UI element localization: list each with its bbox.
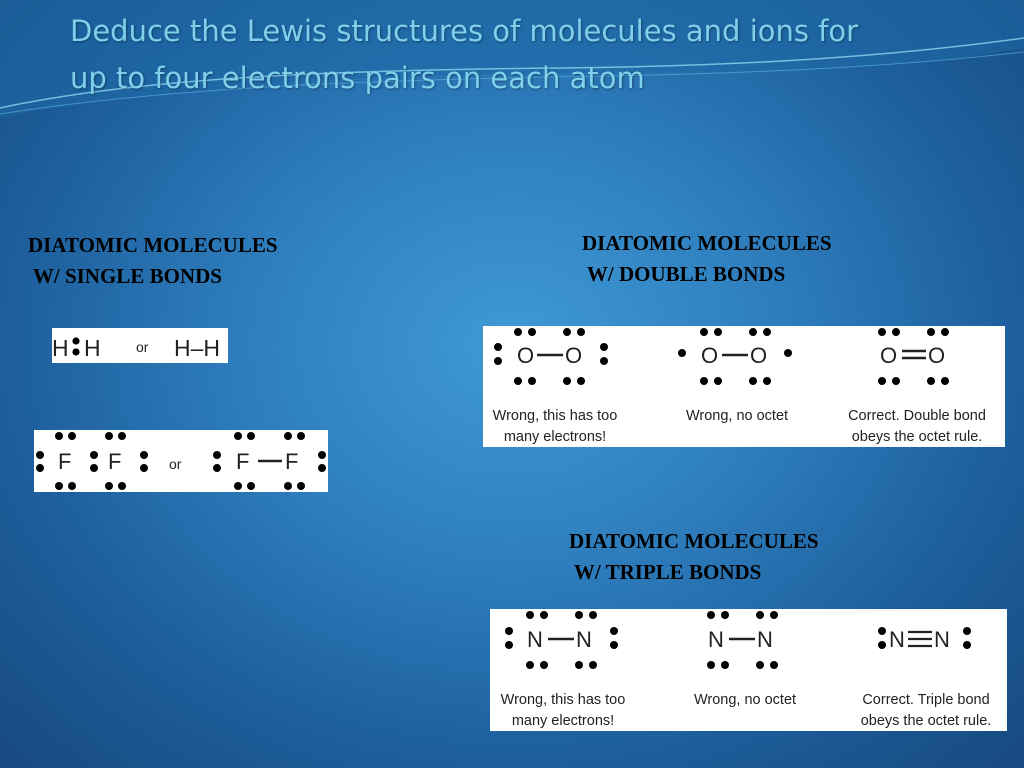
- o-atom: O: [517, 343, 535, 368]
- o-atom: O: [701, 343, 719, 368]
- n-atom: N: [576, 627, 592, 652]
- slide-title: [70, 8, 970, 102]
- triple-bonds-heading: [569, 526, 819, 588]
- n-atom: N: [757, 627, 773, 652]
- heading-line-1: DIATOMIC MOLECULES: [28, 233, 278, 257]
- f-atom-right: F: [108, 449, 122, 474]
- o-atom: O: [880, 343, 898, 368]
- n-atom: N: [708, 627, 724, 652]
- caption-line-1: Correct. Triple bond: [862, 692, 990, 708]
- o-atom: O: [565, 343, 583, 368]
- heading-line-2: W/ TRIPLE BONDS: [569, 560, 762, 584]
- f2-lewis-panel: [34, 430, 328, 492]
- caption-line-2: obeys the octet rule.: [860, 713, 992, 729]
- caption-line-2: many electrons!: [503, 429, 607, 445]
- h2-lewis-panel: [52, 328, 228, 363]
- f-bonded-right: F: [285, 449, 299, 474]
- caption-line-1: Wrong, this has too: [500, 692, 626, 708]
- heading-line-2: W/ SINGLE BONDS: [28, 264, 222, 288]
- caption-line-2: obeys the octet rule.: [851, 429, 983, 445]
- h-atom-left: H: [52, 335, 69, 361]
- h-h-bonded: H–H: [174, 335, 221, 361]
- caption-line-1: Correct. Double bond: [848, 408, 986, 424]
- heading-line-2: W/ DOUBLE BONDS: [582, 262, 786, 286]
- caption-line-1: Wrong, no octet: [685, 408, 789, 424]
- heading-line-1: DIATOMIC MOLECULES: [582, 231, 832, 255]
- n-atom: N: [889, 627, 905, 652]
- single-bonds-heading: [28, 230, 278, 292]
- caption-line-1: Wrong, no octet: [693, 692, 797, 708]
- caption-line-1: Wrong, this has too: [492, 408, 618, 424]
- f-atom-left: F: [58, 449, 72, 474]
- f-bonded-left: F: [236, 449, 250, 474]
- title-line-2: up to four electrons pairs on each atom: [70, 61, 645, 95]
- double-bonds-heading: [582, 228, 832, 290]
- o-atom: O: [750, 343, 768, 368]
- h-atom-right: H: [84, 335, 101, 361]
- n2-lewis-panel: [490, 609, 1007, 731]
- caption-line-2: many electrons!: [511, 713, 615, 729]
- or-label: or: [136, 339, 149, 355]
- n-atom: N: [934, 627, 950, 652]
- n-atom: N: [527, 627, 543, 652]
- heading-line-1: DIATOMIC MOLECULES: [569, 529, 819, 553]
- o2-lewis-panel: [483, 326, 1005, 447]
- title-line-1: Deduce the Lewis structures of molecules and ions for: [70, 14, 859, 48]
- or-label: or: [169, 456, 182, 472]
- o-atom: O: [928, 343, 946, 368]
